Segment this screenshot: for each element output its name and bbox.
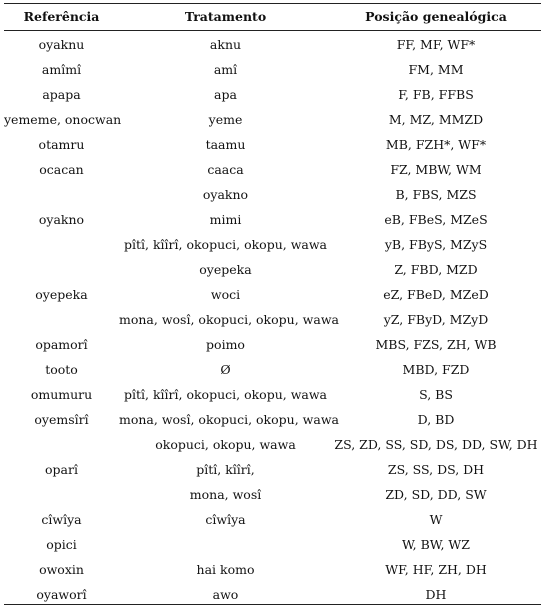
cell-referencia: oyakno <box>38 212 85 227</box>
cell-posicao: F, FB, FFBS <box>398 87 474 102</box>
cell-posicao: ZD, SD, DD, SW <box>385 487 487 502</box>
table-top-rule <box>4 3 541 4</box>
cell-posicao: ZS, SS, DS, DH <box>387 462 485 477</box>
cell-referencia: oyemsîrî <box>34 412 89 427</box>
cell-referencia: ocacan <box>39 162 84 177</box>
table-row <box>0 482 545 507</box>
cell-referencia: opamorî <box>35 337 88 352</box>
table-row <box>0 232 545 257</box>
cell-tratamento: mimi <box>209 212 242 227</box>
cell-tratamento: Ø <box>220 362 231 377</box>
cell-tratamento <box>119 532 332 557</box>
cell-posicao: S, BS <box>419 387 453 402</box>
cell-posicao: W, BW, WZ <box>402 537 470 552</box>
cell-referencia: yememe, onocwan <box>4 112 122 127</box>
table-row <box>0 457 545 482</box>
cell-tratamento: aknu <box>209 37 242 52</box>
table-row <box>0 307 545 332</box>
table-row <box>0 332 545 357</box>
cell-posicao: MBD, FZD <box>402 362 470 377</box>
cell-posicao: D, BD <box>417 412 455 427</box>
cell-posicao: W <box>429 512 443 527</box>
cell-referencia: apapa <box>42 87 81 102</box>
table-row <box>0 57 545 82</box>
cell-tratamento: pîtî, kîîrî, okopuci, okopu, wawa <box>123 387 327 402</box>
cell-tratamento: cîwîya <box>205 512 246 527</box>
cell-posicao: FM, MM <box>408 62 464 77</box>
cell-tratamento: pîtî, kîîrî, okopuci, okopu, wawa <box>123 237 327 252</box>
cell-referencia: otamru <box>38 137 85 152</box>
table-row <box>0 157 545 182</box>
cell-referencia <box>4 482 119 507</box>
table-row <box>0 132 545 157</box>
cell-tratamento: okopuci, okopu, wawa <box>155 437 296 452</box>
cell-posicao: eB, FBeS, MZeS <box>384 212 488 227</box>
cell-tratamento: oyepeka <box>199 262 252 277</box>
cell-referencia <box>4 307 119 332</box>
table-row <box>0 382 545 407</box>
table-row <box>0 557 545 582</box>
cell-posicao: Z, FBD, MZD <box>394 262 478 277</box>
cell-posicao: FF, MF, WF* <box>396 37 476 52</box>
cell-posicao: WF, HF, ZH, DH <box>385 562 487 577</box>
cell-tratamento: yeme <box>208 112 243 127</box>
cell-posicao: B, FBS, MZS <box>395 187 477 202</box>
cell-referencia <box>4 182 119 207</box>
cell-tratamento: mona, wosî, okopuci, okopu, wawa <box>119 412 339 427</box>
table-row <box>0 432 545 457</box>
table-header-rule <box>4 30 541 31</box>
cell-referencia <box>4 232 119 257</box>
cell-posicao: MB, FZH*, WF* <box>385 137 487 152</box>
cell-referencia: oparî <box>45 462 78 477</box>
cell-referencia <box>4 257 119 282</box>
table-row <box>0 507 545 532</box>
cell-posicao: FZ, MBW, WM <box>390 162 482 177</box>
cell-tratamento: mona, wosî, okopuci, okopu, wawa <box>119 312 339 327</box>
table-row <box>0 82 545 107</box>
table-row <box>0 207 545 232</box>
table-row <box>0 407 545 432</box>
cell-tratamento: caaca <box>207 162 244 177</box>
header-referencia: Referência <box>23 9 100 24</box>
cell-referencia: oyepeka <box>35 287 88 302</box>
cell-tratamento: awo <box>212 587 239 602</box>
cell-referencia: opici <box>46 537 77 552</box>
cell-referencia <box>4 432 119 457</box>
table-row <box>0 282 545 307</box>
cell-tratamento: taamu <box>205 137 246 152</box>
cell-referencia: amîmî <box>41 62 82 77</box>
cell-tratamento: apa <box>214 87 237 102</box>
cell-tratamento: oyakno <box>202 187 249 202</box>
table-bottom-rule <box>4 604 541 605</box>
cell-tratamento: hai komo <box>196 562 255 577</box>
cell-posicao: ZS, ZD, SS, SD, DS, DD, SW, DH <box>334 437 538 452</box>
cell-tratamento: pîtî, kîîrî, <box>196 462 255 477</box>
cell-posicao: M, MZ, MMZD <box>388 112 484 127</box>
table-row <box>0 32 545 57</box>
cell-tratamento: woci <box>210 287 241 302</box>
cell-posicao: eZ, FBeD, MZeD <box>383 287 489 302</box>
cell-referencia: oyaknu <box>38 37 85 52</box>
cell-referencia: owoxin <box>39 562 84 577</box>
cell-referencia: omumuru <box>30 387 93 402</box>
cell-referencia: tooto <box>45 362 78 377</box>
table-row <box>0 182 545 207</box>
cell-posicao: yZ, FByD, MZyD <box>383 312 489 327</box>
cell-tratamento: mona, wosî <box>189 487 262 502</box>
header-posicao-genealogica: Posição genealógica <box>365 9 507 24</box>
cell-posicao: yB, FByS, MZyS <box>384 237 488 252</box>
cell-posicao: MBS, FZS, ZH, WB <box>375 337 497 352</box>
table-row <box>0 257 545 282</box>
cell-tratamento: amî <box>213 62 238 77</box>
table-row <box>0 107 545 132</box>
header-tratamento: Tratamento <box>184 9 267 24</box>
table-row <box>0 532 545 557</box>
table-row <box>0 357 545 382</box>
cell-referencia: cîwîya <box>41 512 82 527</box>
cell-posicao: DH <box>425 587 447 602</box>
cell-tratamento: poimo <box>206 337 245 352</box>
cell-referencia: oyaworî <box>36 587 87 602</box>
